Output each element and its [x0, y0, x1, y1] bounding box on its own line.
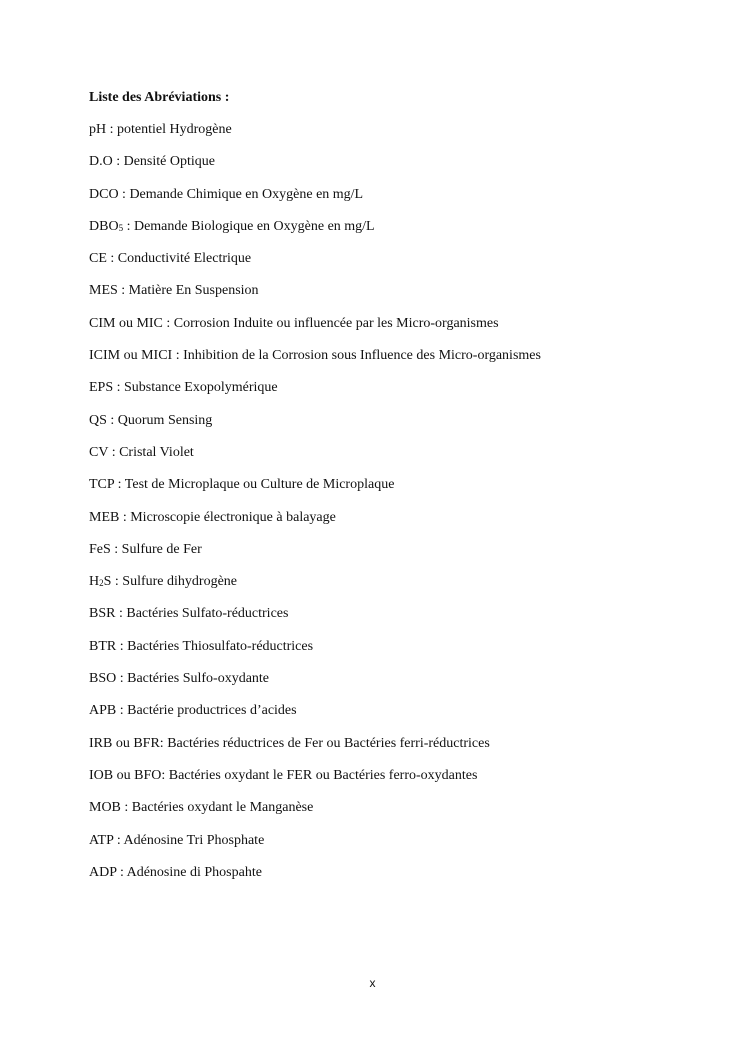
abbreviation-entry: pH : potentiel Hydrogène — [89, 122, 232, 137]
abbreviation-entry: IOB ou BFO: Bactéries oxydant le FER ou Bactéries ferro-oxydantes — [89, 767, 478, 783]
abbreviation-definition: : Demande Biologique en Oxygène en mg/L — [123, 218, 375, 234]
abbreviation-entry: APB : Bactérie productrices d’acides — [89, 703, 297, 719]
abbreviation-definition: S : Sulfure dihydrogène — [103, 574, 237, 590]
abbreviation-entry: CE : Conductivité Electrique — [89, 251, 252, 267]
abbreviation-list — [89, 121, 541, 896]
abbreviation-entry: BSR : Bactéries Sulfato-réductrices — [89, 606, 289, 622]
abbreviation-entry: IRB ou BFR: Bactéries réductrices de Fer ou Bactéries ferri-réductrices — [89, 735, 490, 751]
abbreviation-entry: D.O : Densité Optique — [89, 154, 215, 170]
abbreviation-subscript: 2 — [99, 578, 104, 589]
abbreviation-entry: MOB : Bactéries oxydant le Manganèse — [89, 800, 314, 816]
abbreviation-entry: BSO : Bactéries Sulfo-oxydante — [89, 671, 270, 687]
page-number: x — [369, 976, 376, 990]
abbreviation-entry — [89, 218, 541, 250]
abbreviation-entry: CV : Cristal Violet — [89, 444, 194, 460]
abbreviation-entry: ATP : Adénosine Tri Phosphate — [89, 832, 265, 848]
abbreviation-entry: MES : Matière En Suspension — [89, 283, 259, 299]
abbreviation-entry: CIM ou MIC : Corrosion Induite ou influencée par les Micro-organismes — [89, 315, 499, 331]
abbreviation-entry: ICIM ou MICI : Inhibition de la Corrosion sous Influence des Micro-organismes — [89, 348, 541, 364]
abbreviation-entry: TCP : Test de Microplaque ou Culture de Microplaque — [89, 477, 395, 493]
abbreviation-entry: QS : Quorum Sensing — [89, 412, 213, 428]
page-title: Liste des Abréviations : — [89, 90, 230, 105]
abbreviation-entry: DCO : Demande Chimique en Oxygène en mg/L — [89, 186, 364, 202]
abbreviation-entry — [89, 573, 541, 605]
abbreviation-entry: BTR : Bactéries Thiosulfato-réductrices — [89, 638, 314, 654]
abbreviation-entry: MEB : Microscopie électronique à balayage — [89, 509, 336, 525]
abbreviation-entry: ADP : Adénosine di Phospahte — [89, 864, 262, 880]
abbreviation-entry: FeS : Sulfure de Fer — [89, 541, 202, 557]
abbreviation-term: DBO — [89, 218, 119, 234]
abbreviation-entry: EPS : Substance Exopolymérique — [89, 380, 278, 396]
abbreviation-subscript: 5 — [118, 222, 124, 233]
abbreviation-term: H — [89, 574, 100, 590]
